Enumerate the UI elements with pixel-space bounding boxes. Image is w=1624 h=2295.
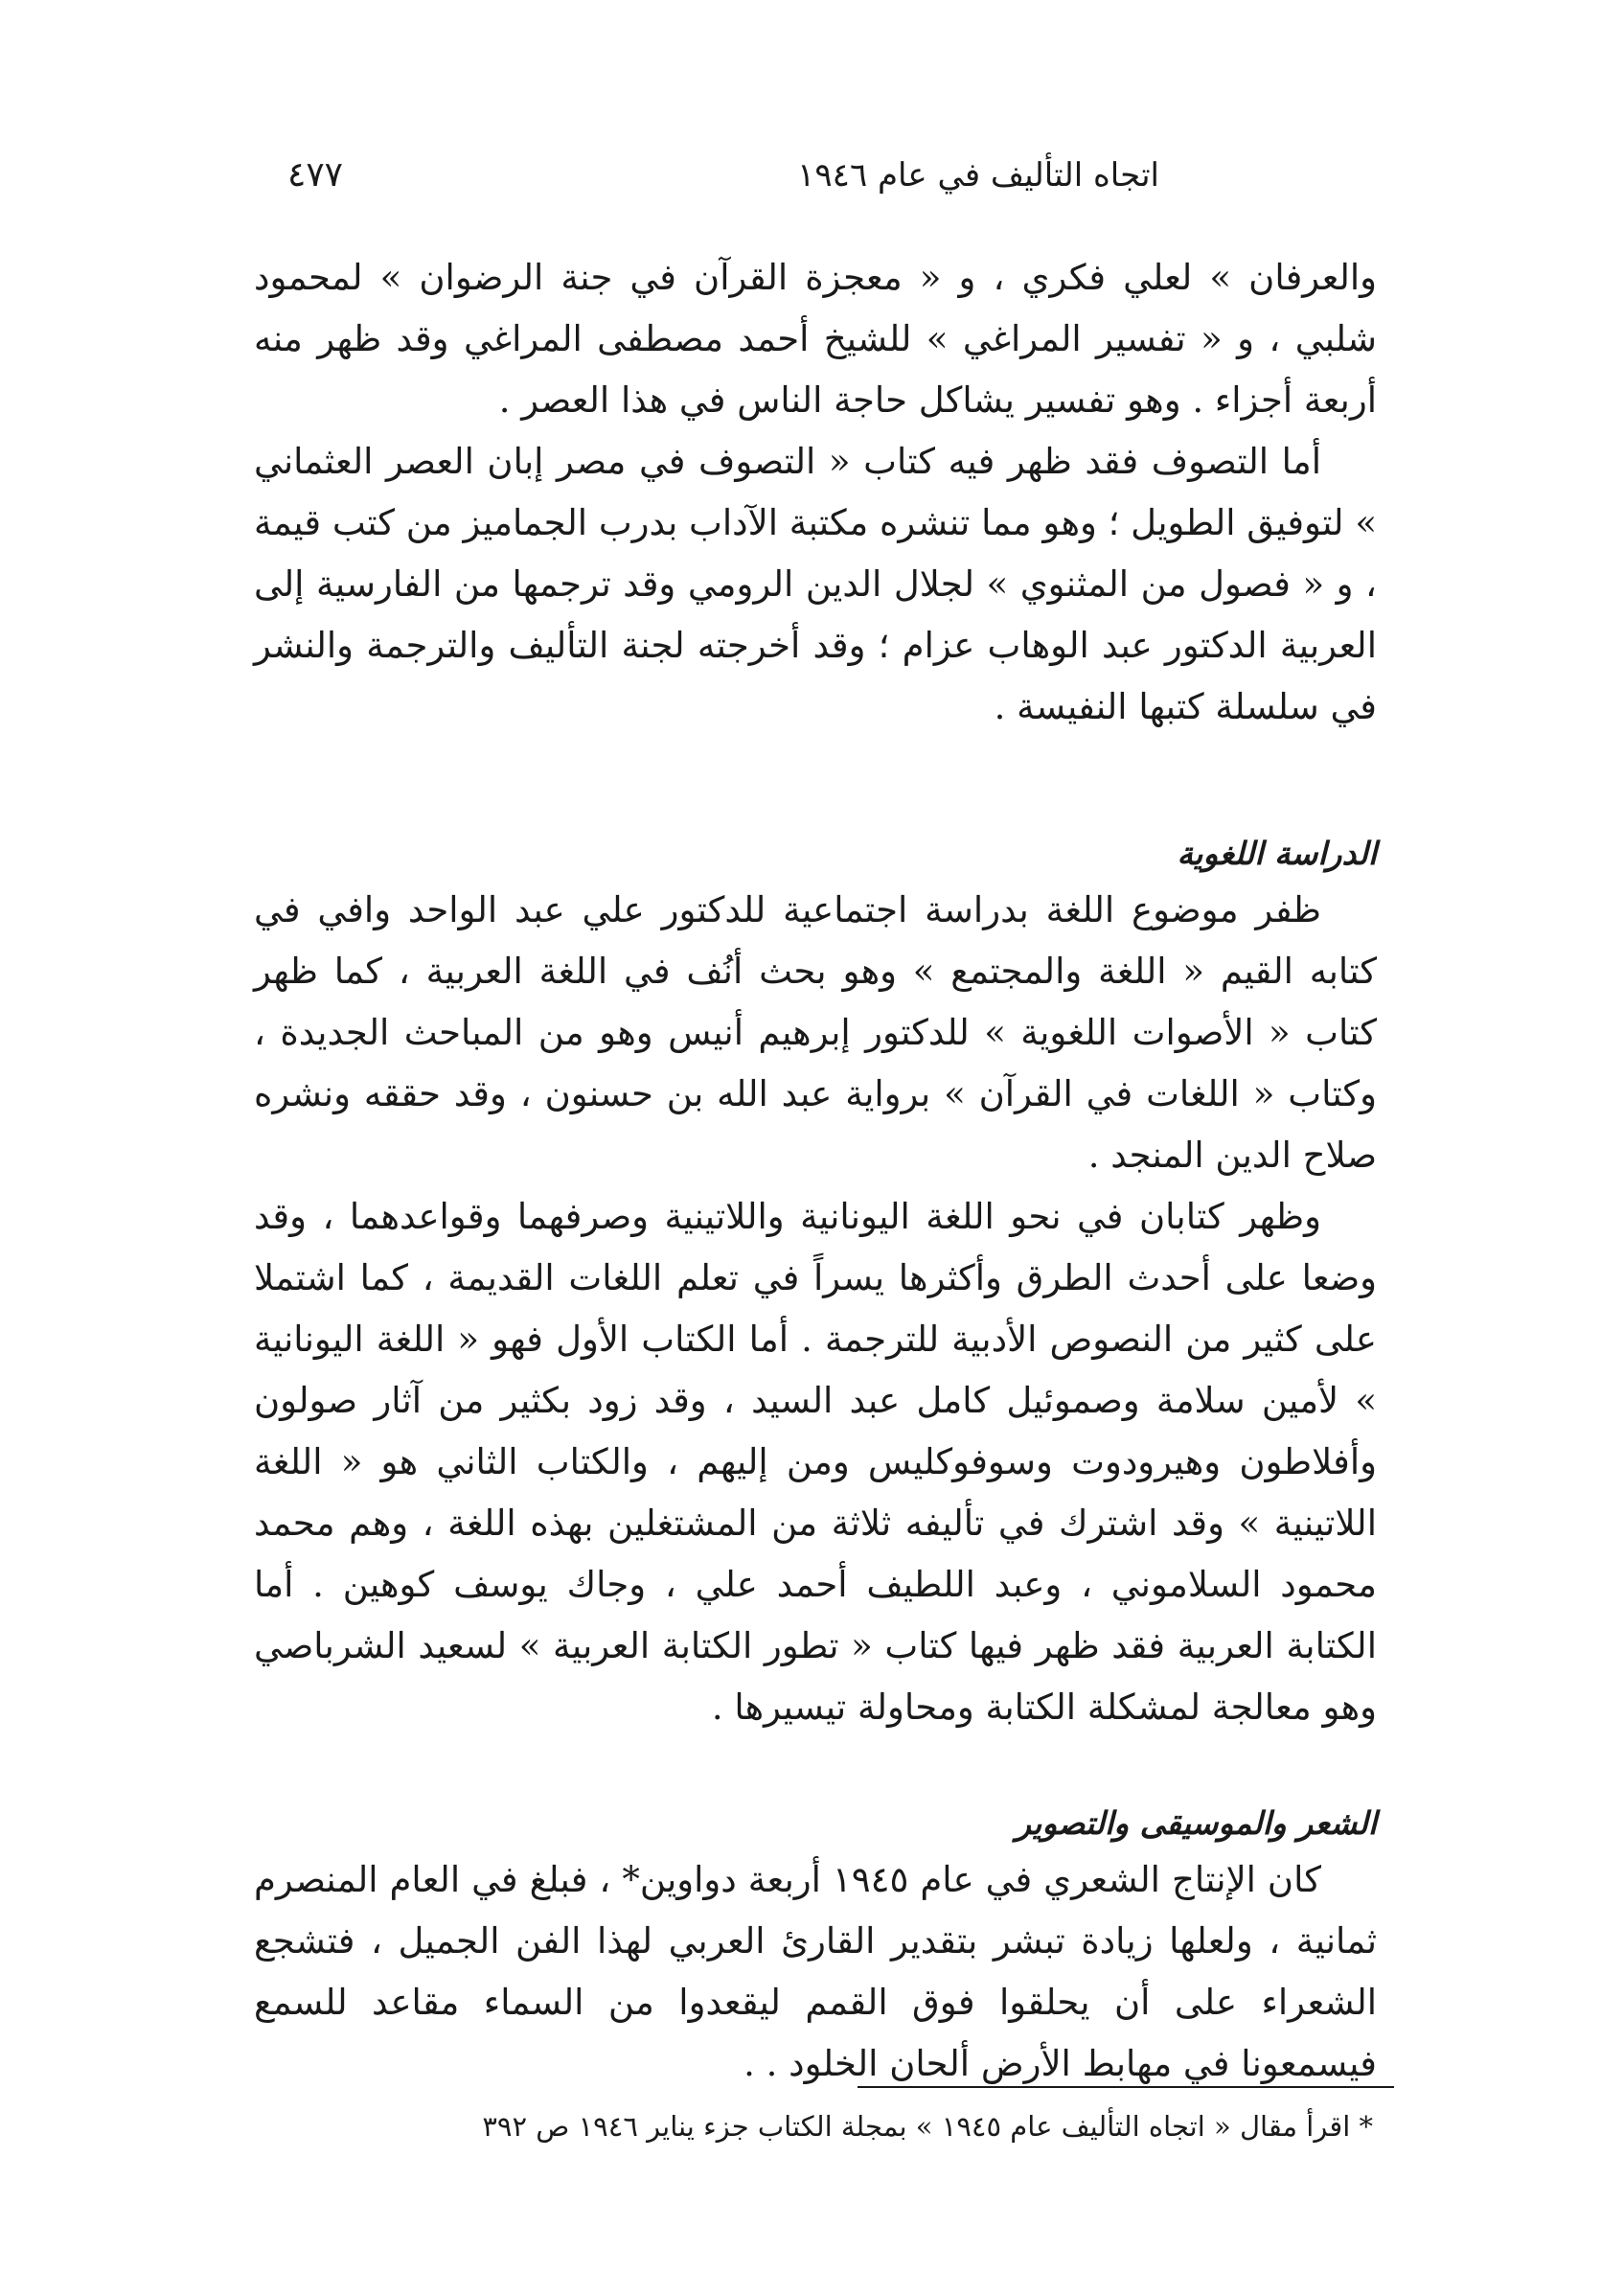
footnote-divider <box>858 2086 1394 2088</box>
paragraph-language-society: ظفر موضوع اللغة بدراسة اجتماعية للدكتور علي عبد الواحد وافي في كتابه القيم « اللغة والمجتمع » وهو بحث أنُف في اللغة العربية ، كما ظهر كتاب « الأصوات اللغوية » للدكتور إبرهيم أنيس وهو من المباحث الجديدة ، وكتاب « اللغات في القرآن » برواية عبد الله بن حسنون ، وقد حققه ونشره صلاح الدين المنجد . <box>254 889 1377 1176</box>
footnote: * اقرأ مقال « اتجاه التأليف عام ١٩٤٥ » بمجلة الكتاب جزء يناير ١٩٤٦ ص ٣٩٢ <box>482 2110 1373 2143</box>
paragraph-greek-latin: وظهر كتابان في نحو اللغة اليونانية واللاتينية وصرفهما وقواعدهما ، وقد وضعا على أحدث الطرق وأكثرها يسراً في تعلم اللغات القديمة ، كما اشتملا على كثير من النصوص الأدبية للترجمة . أما الكتاب الأول فهو « اللغة اليونانية » لأمين سلامة وصموئيل كامل عبد السيد ، وقد زود بكثير من آثار صولون وأفلاطون وهيرودوت وسوفوكليس ومن إليهم ، والكتاب الثاني هو « اللغة اللاتينية » وقد اشترك في تأليفه ثلاثة من المشتغلين بهذه اللغة ، وهم محمد محمود السلاموني ، وعبد اللطيف أحمد علي ، وجاك يوسف كوهين . أما الكتابة العربية فقد ظهر فيها كتاب « تطور الكتابة العربية » لسعيد الشرباصي وهو معالجة لمشكلة الكتابة ومحاولة تيسيرها . <box>254 1196 1377 1728</box>
body-text <box>254 247 1377 2095</box>
page-header <box>287 151 1361 209</box>
paragraph-poetry: كان الإنتاج الشعري في عام ١٩٤٥ أربعة دواوين* ، فبلغ في العام المنصرم ثمانية ، ولعلها زيادة تبشر بتقدير القارئ العربي لهذا الفن الجميل ، فتشجع الشعراء على أن يحلقوا فوق القمم ليقعدوا من السماء مقاعد للسمع فيسمعونا في مهابط الأرض ألحان الخلود . . <box>254 1859 1377 2084</box>
page-number: ٤٧٧ <box>287 155 344 195</box>
paragraph-sufism: أما التصوف فقد ظهر فيه كتاب « التصوف في مصر إبان العصر العثماني » لتوفيق الطويل ؛ وهو مما تنشره مكتبة الآداب بدرب الجماميز من كتب قيمة ، و « فصول من المثنوي » لجلال الدين الرومي وقد ترجمها من الفارسية إلى العربية الدكتور عبد الوهاب عزام ؛ وقد أخرجته لجنة التأليف والترجمة والنشر في سلسلة كتبها النفيسة . <box>254 441 1377 727</box>
paragraph-tafsir: والعرفان » لعلي فكري ، و « معجزة القرآن في جنة الرضوان » لمحمود شلبي ، و « تفسير المراغي » للشيخ أحمد مصطفى المراغي وقد ظهر منه أربعة أجزاء . وهو تفسير يشاكل حاجة الناس في هذا العصر . <box>254 257 1377 421</box>
heading-poetry-music-painting: الشعر والموسيقى والتصوير <box>1015 1804 1377 1842</box>
section-spacer <box>254 738 1377 828</box>
running-title: اتجاه التأليف في عام ١٩٤٦ <box>797 156 1159 195</box>
heading-language-studies: الدراسة اللغوية <box>1177 835 1377 872</box>
section-spacer <box>254 1738 1377 1798</box>
